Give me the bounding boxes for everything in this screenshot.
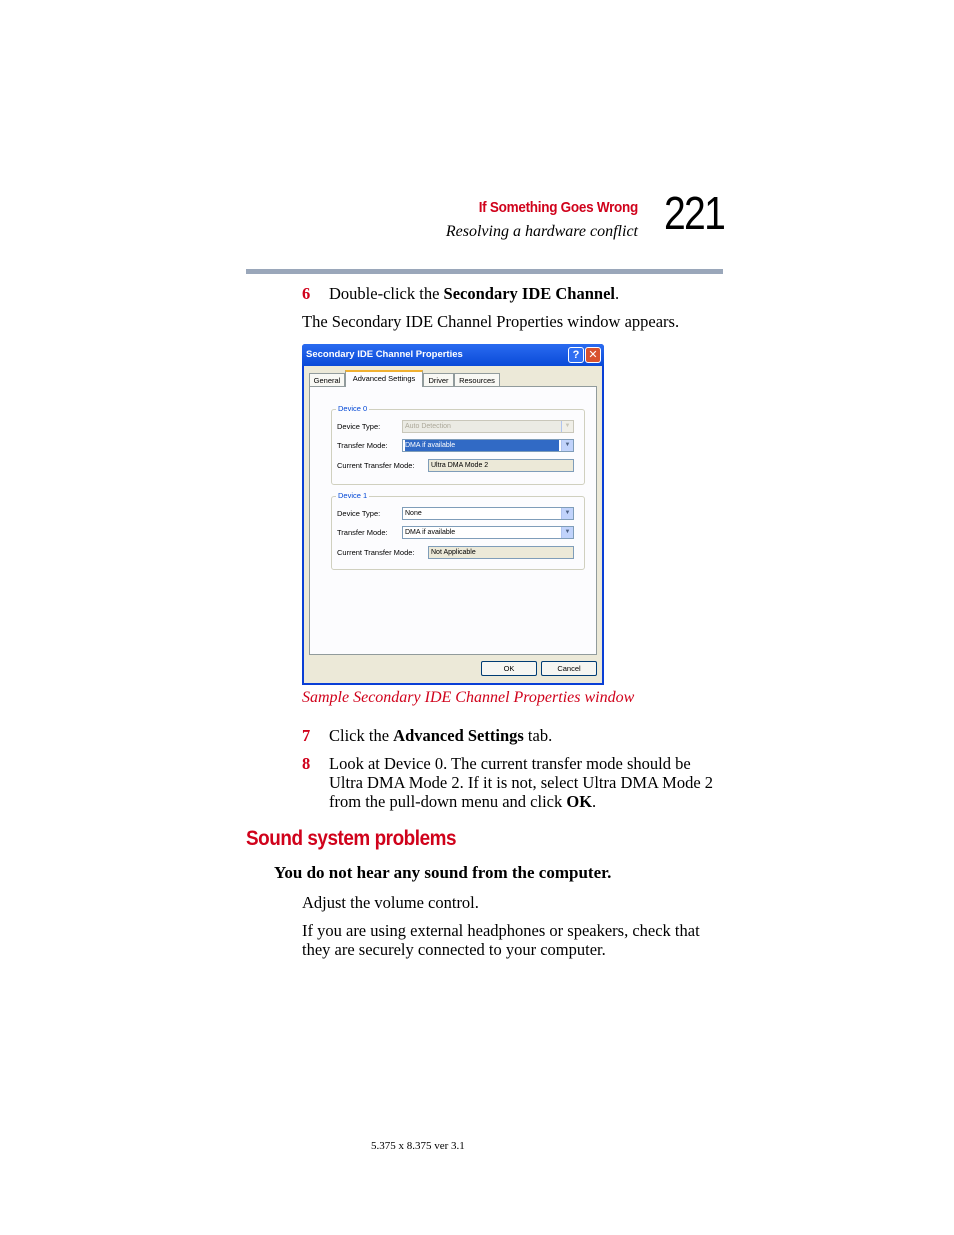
help-button[interactable]: ?: [568, 347, 584, 363]
tab-general[interactable]: General: [309, 373, 345, 386]
page-number: 221: [664, 187, 725, 239]
device-0-legend: Device 0: [338, 404, 368, 413]
running-header-subsection: Resolving a hardware conflict: [445, 223, 638, 240]
step-text: Look at Device 0. The current transfer mode should be Ultra DMA Mode 2. If it is not, select Ultra DMA Mode 2 from the pull-down menu and click OK.: [329, 754, 714, 811]
figure-caption: Sample Secondary IDE Channel Properties window: [302, 689, 635, 706]
ide-properties-dialog: [302, 344, 604, 685]
device-0-type-select: Auto Detection ▼: [402, 420, 574, 433]
section-title: Sound system problems: [246, 827, 457, 850]
device-1-type-select[interactable]: None ▼: [402, 507, 574, 520]
chevron-down-icon: ▼: [561, 421, 573, 432]
ok-button[interactable]: OK: [481, 661, 537, 676]
step-8: [302, 754, 724, 811]
tab-advanced-settings[interactable]: Advanced Settings: [345, 370, 423, 387]
device-0-group: [331, 404, 585, 485]
solution-paragraph-1: Adjust the volume control.: [302, 893, 479, 912]
close-button[interactable]: ✕: [585, 347, 601, 363]
step-number: 6: [302, 284, 311, 303]
device-0-current-value: Ultra DMA Mode 2: [428, 459, 574, 472]
step-6: [302, 284, 724, 303]
header-rule: [246, 269, 723, 274]
device-1-transfer-label: Transfer Mode:: [337, 528, 388, 537]
tab-driver[interactable]: Driver: [423, 373, 454, 386]
tab-resources[interactable]: Resources: [454, 373, 500, 386]
problem-heading: You do not hear any sound from the computer.: [274, 863, 612, 882]
device-1-transfer-select[interactable]: DMA if available ▼: [402, 526, 574, 539]
dialog-title: Secondary IDE Channel Properties: [306, 349, 463, 360]
step-text: Double-click the Secondary IDE Channel.: [329, 284, 620, 303]
solution-paragraph-2: If you are using external headphones or speakers, check that they are securely connected to your computer.: [302, 921, 700, 959]
step-6-result: The Secondary IDE Channel Properties window appears.: [302, 312, 680, 331]
step-number: 8: [302, 754, 311, 773]
device-1-legend: Device 1: [338, 491, 368, 500]
step-number: 7: [302, 726, 311, 745]
device-1-type-label: Device Type:: [337, 509, 381, 518]
device-1-current-label: Current Transfer Mode:: [337, 548, 415, 557]
step-text: Click the Advanced Settings tab.: [329, 726, 553, 745]
running-header-section: If Something Goes Wrong: [478, 199, 638, 216]
device-0-current-label: Current Transfer Mode:: [337, 461, 415, 470]
tab-panel: [309, 386, 597, 655]
chevron-down-icon[interactable]: ▼: [561, 508, 573, 519]
dialog-title-bar: [302, 344, 604, 366]
device-0-transfer-label: Transfer Mode:: [337, 441, 388, 450]
step-7: [302, 726, 724, 745]
device-0-type-label: Device Type:: [337, 422, 381, 431]
footer-note: 5.375 x 8.375 ver 3.1: [371, 1140, 465, 1152]
device-1-current-value: Not Applicable: [428, 546, 574, 559]
device-1-group: [331, 491, 585, 570]
chevron-down-icon[interactable]: ▼: [561, 527, 573, 538]
dialog-body: [304, 366, 602, 683]
device-0-transfer-select[interactable]: DMA if available ▼: [402, 439, 574, 452]
cancel-button[interactable]: Cancel: [541, 661, 597, 676]
chevron-down-icon[interactable]: ▼: [561, 440, 573, 451]
